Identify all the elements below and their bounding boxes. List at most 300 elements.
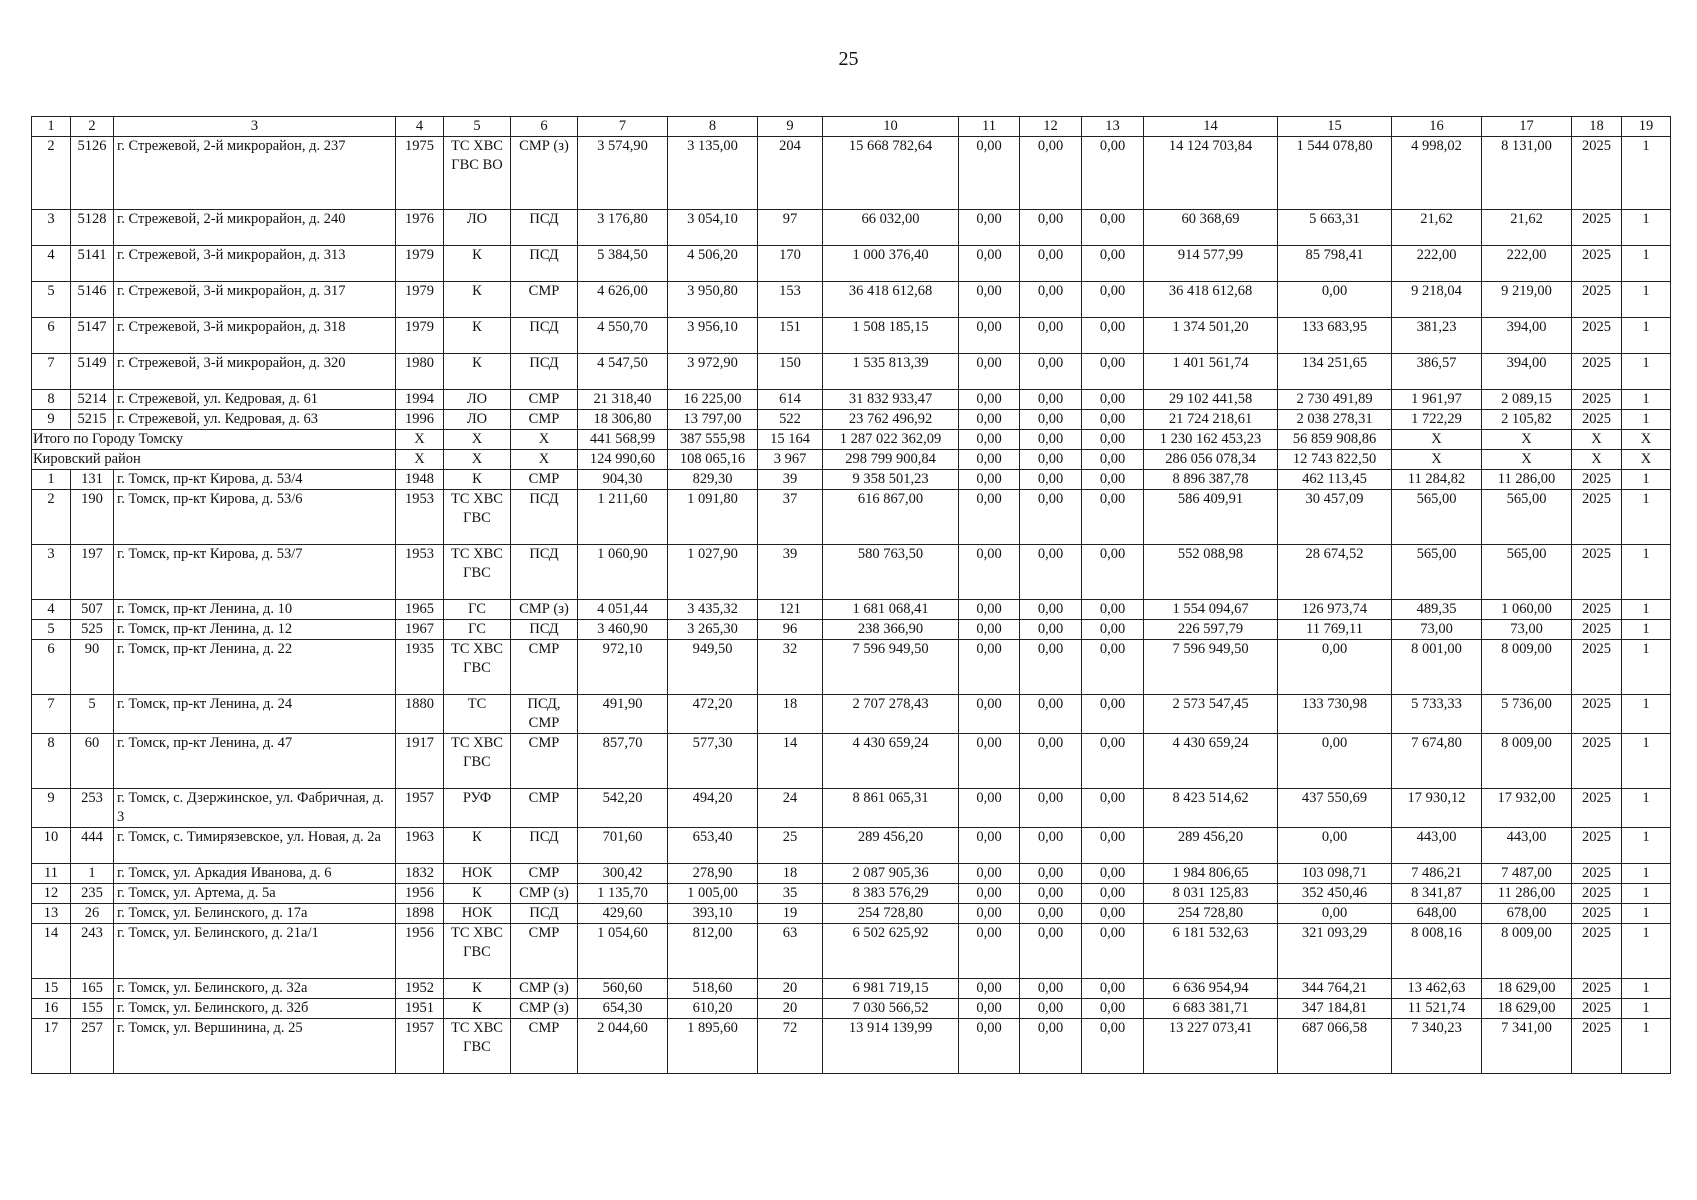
summary-cell: Х: [444, 430, 511, 450]
table-cell: ГС: [444, 600, 511, 620]
table-row: [32, 490, 1671, 545]
table-cell: 0,00: [1082, 734, 1144, 789]
table-row: [32, 318, 1671, 354]
column-number: 16: [1392, 117, 1482, 137]
table-cell: 3: [32, 210, 71, 246]
address-cell: г. Томск, ул. Белинского, д. 17а: [114, 904, 396, 924]
table-cell: 24: [758, 789, 823, 828]
table-cell: 300,42: [578, 864, 668, 884]
table-cell: 1: [1622, 828, 1671, 864]
table-cell: 13 227 073,41: [1144, 1019, 1278, 1074]
table-cell: 0,00: [1082, 640, 1144, 695]
summary-cell: Х: [1482, 450, 1572, 470]
table-cell: 6: [32, 640, 71, 695]
table-row: [32, 282, 1671, 318]
column-number: 11: [959, 117, 1020, 137]
summary-cell: 3 967: [758, 450, 823, 470]
table-cell: 5128: [71, 210, 114, 246]
table-cell: К: [444, 884, 511, 904]
table-row: [32, 884, 1671, 904]
table-cell: 565,00: [1392, 545, 1482, 600]
table-cell: ПСД: [511, 210, 578, 246]
table-cell: 344 764,21: [1278, 979, 1392, 999]
table-cell: 0,00: [1020, 318, 1082, 354]
table-cell: 253: [71, 789, 114, 828]
table-cell: 0,00: [1020, 282, 1082, 318]
table-cell: 0,00: [1082, 137, 1144, 210]
table-cell: 1: [1622, 410, 1671, 430]
table-cell: 1: [1622, 789, 1671, 828]
table-cell: 17: [32, 1019, 71, 1074]
table-cell: 0,00: [959, 210, 1020, 246]
table-cell: 4 051,44: [578, 600, 668, 620]
address-cell: г. Томск, ул. Белинского, д. 32б: [114, 999, 396, 1019]
table-cell: 542,20: [578, 789, 668, 828]
table-cell: 8: [32, 390, 71, 410]
table-cell: 90: [71, 640, 114, 695]
table-cell: 443,00: [1482, 828, 1572, 864]
table-cell: 7 340,23: [1392, 1019, 1482, 1074]
table-cell: 4 430 659,24: [823, 734, 959, 789]
table-cell: 0,00: [1020, 734, 1082, 789]
summary-cell: Х: [1622, 450, 1671, 470]
table-cell: 0,00: [1082, 282, 1144, 318]
table-cell: СМР (з): [511, 979, 578, 999]
summary-cell: 0,00: [1020, 450, 1082, 470]
table-row: [32, 640, 1671, 695]
table-cell: 586 409,91: [1144, 490, 1278, 545]
table-cell: 151: [758, 318, 823, 354]
summary-cell: 124 990,60: [578, 450, 668, 470]
table-cell: 491,90: [578, 695, 668, 734]
table-cell: 0,00: [959, 864, 1020, 884]
table-cell: 0,00: [1082, 924, 1144, 979]
table-cell: 21 318,40: [578, 390, 668, 410]
table-cell: 580 763,50: [823, 545, 959, 600]
table-cell: 7 596 949,50: [823, 640, 959, 695]
table-cell: СМР (з): [511, 884, 578, 904]
table-cell: 133 683,95: [1278, 318, 1392, 354]
column-number: 10: [823, 117, 959, 137]
table-cell: 5147: [71, 318, 114, 354]
table-cell: 15: [32, 979, 71, 999]
table-cell: 2025: [1572, 390, 1622, 410]
table-row: [32, 620, 1671, 640]
table-cell: 1: [1622, 695, 1671, 734]
table-cell: 678,00: [1482, 904, 1572, 924]
table-cell: 1: [1622, 210, 1671, 246]
table-cell: 9 219,00: [1482, 282, 1572, 318]
table-cell: 0,00: [1082, 246, 1144, 282]
table-cell: 0,00: [1082, 620, 1144, 640]
table-row: [32, 354, 1671, 390]
table-cell: 1935: [396, 640, 444, 695]
table-cell: 2 573 547,45: [1144, 695, 1278, 734]
table-cell: 0,00: [959, 490, 1020, 545]
table-cell: 134 251,65: [1278, 354, 1392, 390]
column-number: 5: [444, 117, 511, 137]
table-cell: 29 102 441,58: [1144, 390, 1278, 410]
table-cell: 0,00: [959, 924, 1020, 979]
address-cell: г. Томск, ул. Вершинина, д. 25: [114, 1019, 396, 1074]
table-row: [32, 999, 1671, 1019]
table-cell: 0,00: [959, 282, 1020, 318]
table-cell: 1: [1622, 470, 1671, 490]
address-cell: г. Томск, с. Дзержинское, ул. Фабричная, д. 3: [114, 789, 396, 828]
table-cell: 60: [71, 734, 114, 789]
table-cell: 97: [758, 210, 823, 246]
table-cell: 443,00: [1392, 828, 1482, 864]
table-cell: 0,00: [1020, 137, 1082, 210]
table-cell: 1: [1622, 600, 1671, 620]
table-cell: 126 973,74: [1278, 600, 1392, 620]
table-cell: 0,00: [1082, 789, 1144, 828]
table-cell: 2025: [1572, 904, 1622, 924]
table-cell: ПСД: [511, 904, 578, 924]
table-cell: 1: [1622, 979, 1671, 999]
table-cell: 1 000 376,40: [823, 246, 959, 282]
table-row: [32, 979, 1671, 999]
table-cell: 23 762 496,92: [823, 410, 959, 430]
summary-cell: Х: [396, 450, 444, 470]
table-cell: 66 032,00: [823, 210, 959, 246]
table-cell: 2025: [1572, 640, 1622, 695]
table-cell: 131: [71, 470, 114, 490]
table-cell: 18 629,00: [1482, 999, 1572, 1019]
table-cell: 0,00: [959, 999, 1020, 1019]
table-cell: 0,00: [1082, 318, 1144, 354]
table-cell: 1: [32, 470, 71, 490]
table-cell: 0,00: [1020, 789, 1082, 828]
summary-row: [32, 450, 1671, 470]
table-cell: 5: [32, 282, 71, 318]
table-cell: 153: [758, 282, 823, 318]
table-cell: 0,00: [1020, 390, 1082, 410]
table-cell: 72: [758, 1019, 823, 1074]
table-cell: 7: [32, 695, 71, 734]
column-number: 7: [578, 117, 668, 137]
table-cell: 37: [758, 490, 823, 545]
table-cell: 170: [758, 246, 823, 282]
summary-cell: 1 287 022 362,09: [823, 430, 959, 450]
table-cell: К: [444, 354, 511, 390]
summary-cell: Х: [1482, 430, 1572, 450]
table-cell: 1 211,60: [578, 490, 668, 545]
table-cell: 1917: [396, 734, 444, 789]
address-cell: г. Томск, пр-кт Ленина, д. 22: [114, 640, 396, 695]
table-cell: ПСД: [511, 318, 578, 354]
table-cell: 103 098,71: [1278, 864, 1392, 884]
table-cell: 1 544 078,80: [1278, 137, 1392, 210]
table-cell: 1979: [396, 246, 444, 282]
table-row: [32, 695, 1671, 734]
table-cell: 10: [32, 828, 71, 864]
table-cell: 2 105,82: [1482, 410, 1572, 430]
summary-cell: 286 056 078,34: [1144, 450, 1278, 470]
table-cell: 1953: [396, 490, 444, 545]
table-cell: 243: [71, 924, 114, 979]
table-cell: 11: [32, 864, 71, 884]
table-cell: 1957: [396, 789, 444, 828]
table-cell: 8 009,00: [1482, 734, 1572, 789]
table-row: [32, 789, 1671, 828]
table-cell: СМР (з): [511, 999, 578, 1019]
table-cell: 2025: [1572, 1019, 1622, 1074]
table-cell: 226 597,79: [1144, 620, 1278, 640]
address-cell: г. Томск, пр-кт Кирова, д. 53/6: [114, 490, 396, 545]
table-cell: 190: [71, 490, 114, 545]
table-cell: 2025: [1572, 734, 1622, 789]
table-cell: 2025: [1572, 318, 1622, 354]
table-cell: 13 914 139,99: [823, 1019, 959, 1074]
table-cell: 8: [32, 734, 71, 789]
table-cell: 0,00: [959, 884, 1020, 904]
table-cell: 8 009,00: [1482, 640, 1572, 695]
table-cell: ТС ХВС ГВС: [444, 734, 511, 789]
table-cell: 0,00: [959, 354, 1020, 390]
table-cell: 1 005,00: [668, 884, 758, 904]
table-cell: 0,00: [959, 390, 1020, 410]
table-cell: 2025: [1572, 979, 1622, 999]
table-cell: 1963: [396, 828, 444, 864]
table-cell: 518,60: [668, 979, 758, 999]
table-cell: 14: [32, 924, 71, 979]
table-cell: 16: [32, 999, 71, 1019]
table-cell: 0,00: [1082, 828, 1144, 864]
table-cell: 0,00: [959, 695, 1020, 734]
column-number: 19: [1622, 117, 1671, 137]
summary-cell: 387 555,98: [668, 430, 758, 450]
table-cell: 1880: [396, 695, 444, 734]
table-cell: 1: [1622, 390, 1671, 410]
table-cell: 0,00: [1020, 354, 1082, 390]
table-cell: 2 044,60: [578, 1019, 668, 1074]
table-cell: 1976: [396, 210, 444, 246]
table-cell: К: [444, 999, 511, 1019]
table-cell: 9: [32, 410, 71, 430]
address-cell: г. Томск, с. Тимирязевское, ул. Новая, д. 2а: [114, 828, 396, 864]
table-cell: 0,00: [959, 600, 1020, 620]
table-cell: 7 674,80: [1392, 734, 1482, 789]
table-cell: 5146: [71, 282, 114, 318]
table-cell: 18 629,00: [1482, 979, 1572, 999]
table-cell: 1: [1622, 137, 1671, 210]
table-cell: 565,00: [1482, 545, 1572, 600]
address-cell: г. Стрежевой, 3-й микрорайон, д. 320: [114, 354, 396, 390]
table-cell: 150: [758, 354, 823, 390]
table-cell: 2025: [1572, 137, 1622, 210]
table-cell: 3 135,00: [668, 137, 758, 210]
table-cell: 4 506,20: [668, 246, 758, 282]
table-cell: 1956: [396, 924, 444, 979]
table-cell: 972,10: [578, 640, 668, 695]
table-cell: 1956: [396, 884, 444, 904]
table-cell: СМР: [511, 789, 578, 828]
table-cell: 0,00: [959, 620, 1020, 640]
table-row: [32, 924, 1671, 979]
column-number: 3: [114, 117, 396, 137]
table-cell: 462 113,45: [1278, 470, 1392, 490]
table-cell: 4 998,02: [1392, 137, 1482, 210]
summary-cell: Х: [511, 450, 578, 470]
table-cell: 0,00: [959, 410, 1020, 430]
table-cell: 1979: [396, 318, 444, 354]
table-cell: 8 008,16: [1392, 924, 1482, 979]
table-row: [32, 1019, 1671, 1074]
table-cell: 4 550,70: [578, 318, 668, 354]
table-cell: ПСД, СМР: [511, 695, 578, 734]
table-cell: 7: [32, 354, 71, 390]
summary-label: Кировский район: [32, 450, 396, 470]
table-cell: 1: [1622, 884, 1671, 904]
table-cell: 3 950,80: [668, 282, 758, 318]
table-cell: 0,00: [959, 904, 1020, 924]
table-cell: 525: [71, 620, 114, 640]
table-cell: 278,90: [668, 864, 758, 884]
table-cell: 1: [1622, 318, 1671, 354]
table-cell: ПСД: [511, 354, 578, 390]
table-cell: 3 176,80: [578, 210, 668, 246]
table-cell: 7 596 949,50: [1144, 640, 1278, 695]
table-cell: СМР: [511, 282, 578, 318]
table-cell: 3 972,90: [668, 354, 758, 390]
column-number: 12: [1020, 117, 1082, 137]
table-cell: 15 668 782,64: [823, 137, 959, 210]
table-cell: 204: [758, 137, 823, 210]
address-cell: г. Стрежевой, ул. Кедровая, д. 61: [114, 390, 396, 410]
table-cell: СМР: [511, 470, 578, 490]
table-cell: 3 265,30: [668, 620, 758, 640]
column-number: 17: [1482, 117, 1572, 137]
address-cell: г. Стрежевой, ул. Кедровая, д. 63: [114, 410, 396, 430]
table-cell: 17 932,00: [1482, 789, 1572, 828]
table-cell: 6 981 719,15: [823, 979, 959, 999]
table-cell: 0,00: [1020, 620, 1082, 640]
table-cell: 7 030 566,52: [823, 999, 959, 1019]
address-cell: г. Томск, ул. Артема, д. 5а: [114, 884, 396, 904]
table-cell: 0,00: [1020, 924, 1082, 979]
table-cell: ТС ХВС ГВС: [444, 640, 511, 695]
summary-cell: 56 859 908,86: [1278, 430, 1392, 450]
table-cell: 20: [758, 979, 823, 999]
table-cell: 687 066,58: [1278, 1019, 1392, 1074]
page-number: 25: [838, 48, 859, 70]
table-cell: 1: [71, 864, 114, 884]
table-cell: ПСД: [511, 828, 578, 864]
table-cell: 1952: [396, 979, 444, 999]
table-cell: 60 368,69: [1144, 210, 1278, 246]
table-cell: 7 487,00: [1482, 864, 1572, 884]
table-cell: 0,00: [1020, 864, 1082, 884]
table-cell: 21,62: [1482, 210, 1572, 246]
table-cell: 121: [758, 600, 823, 620]
table-cell: 17 930,12: [1392, 789, 1482, 828]
table-cell: 2 707 278,43: [823, 695, 959, 734]
table-cell: 857,70: [578, 734, 668, 789]
table-cell: 0,00: [1082, 470, 1144, 490]
table-cell: 2025: [1572, 545, 1622, 600]
summary-cell: Х: [396, 430, 444, 450]
table-cell: 222,00: [1482, 246, 1572, 282]
table-cell: 1975: [396, 137, 444, 210]
column-number: 4: [396, 117, 444, 137]
summary-cell: Х: [444, 450, 511, 470]
table-cell: 13: [32, 904, 71, 924]
table-cell: 238 366,90: [823, 620, 959, 640]
table-cell: 347 184,81: [1278, 999, 1392, 1019]
table-row: [32, 390, 1671, 410]
table-cell: 18: [758, 695, 823, 734]
column-number: 8: [668, 117, 758, 137]
table-cell: 35: [758, 884, 823, 904]
table-cell: 0,00: [1082, 390, 1144, 410]
table-cell: 0,00: [1082, 490, 1144, 545]
table-cell: 11 521,74: [1392, 999, 1482, 1019]
table-cell: 4 626,00: [578, 282, 668, 318]
table-cell: 1 554 094,67: [1144, 600, 1278, 620]
column-number: 9: [758, 117, 823, 137]
table-cell: 30 457,09: [1278, 490, 1392, 545]
table-cell: 133 730,98: [1278, 695, 1392, 734]
column-number: 6: [511, 117, 578, 137]
table-cell: 28 674,52: [1278, 545, 1392, 600]
table-cell: РУФ: [444, 789, 511, 828]
column-number-row: [32, 117, 1671, 137]
table-cell: 0,00: [959, 545, 1020, 600]
table-cell: 393,10: [668, 904, 758, 924]
table-cell: 0,00: [1020, 904, 1082, 924]
table-cell: 8 896 387,78: [1144, 470, 1278, 490]
table-cell: 21,62: [1392, 210, 1482, 246]
table-row: [32, 210, 1671, 246]
table-cell: 11 286,00: [1482, 884, 1572, 904]
table-cell: 0,00: [1082, 695, 1144, 734]
table-cell: ТС ХВС ГВС: [444, 924, 511, 979]
table-cell: 96: [758, 620, 823, 640]
table-cell: 18 306,80: [578, 410, 668, 430]
table-cell: 13 797,00: [668, 410, 758, 430]
table-cell: 73,00: [1482, 620, 1572, 640]
table-row: [32, 470, 1671, 490]
table-cell: 1953: [396, 545, 444, 600]
table-cell: 1979: [396, 282, 444, 318]
table-cell: 437 550,69: [1278, 789, 1392, 828]
table-cell: 6 502 625,92: [823, 924, 959, 979]
table-cell: 39: [758, 470, 823, 490]
summary-cell: 0,00: [1082, 430, 1144, 450]
address-cell: г. Томск, пр-кт Ленина, д. 12: [114, 620, 396, 640]
summary-cell: 12 743 822,50: [1278, 450, 1392, 470]
table-cell: 6 683 381,71: [1144, 999, 1278, 1019]
table-cell: 386,57: [1392, 354, 1482, 390]
table-cell: 6 181 532,63: [1144, 924, 1278, 979]
table-cell: 85 798,41: [1278, 246, 1392, 282]
table-cell: 20: [758, 999, 823, 1019]
housing-repair-table: [31, 116, 1671, 1074]
table-cell: 1: [1622, 924, 1671, 979]
table-cell: 1 895,60: [668, 1019, 758, 1074]
table-cell: 0,00: [1020, 828, 1082, 864]
column-number: 18: [1572, 117, 1622, 137]
table-cell: 1 054,60: [578, 924, 668, 979]
table-cell: 32: [758, 640, 823, 695]
table-cell: 5 663,31: [1278, 210, 1392, 246]
table-row: [32, 864, 1671, 884]
table-cell: 1994: [396, 390, 444, 410]
table-cell: 3 435,32: [668, 600, 758, 620]
table-cell: 12: [32, 884, 71, 904]
table-cell: 257: [71, 1019, 114, 1074]
